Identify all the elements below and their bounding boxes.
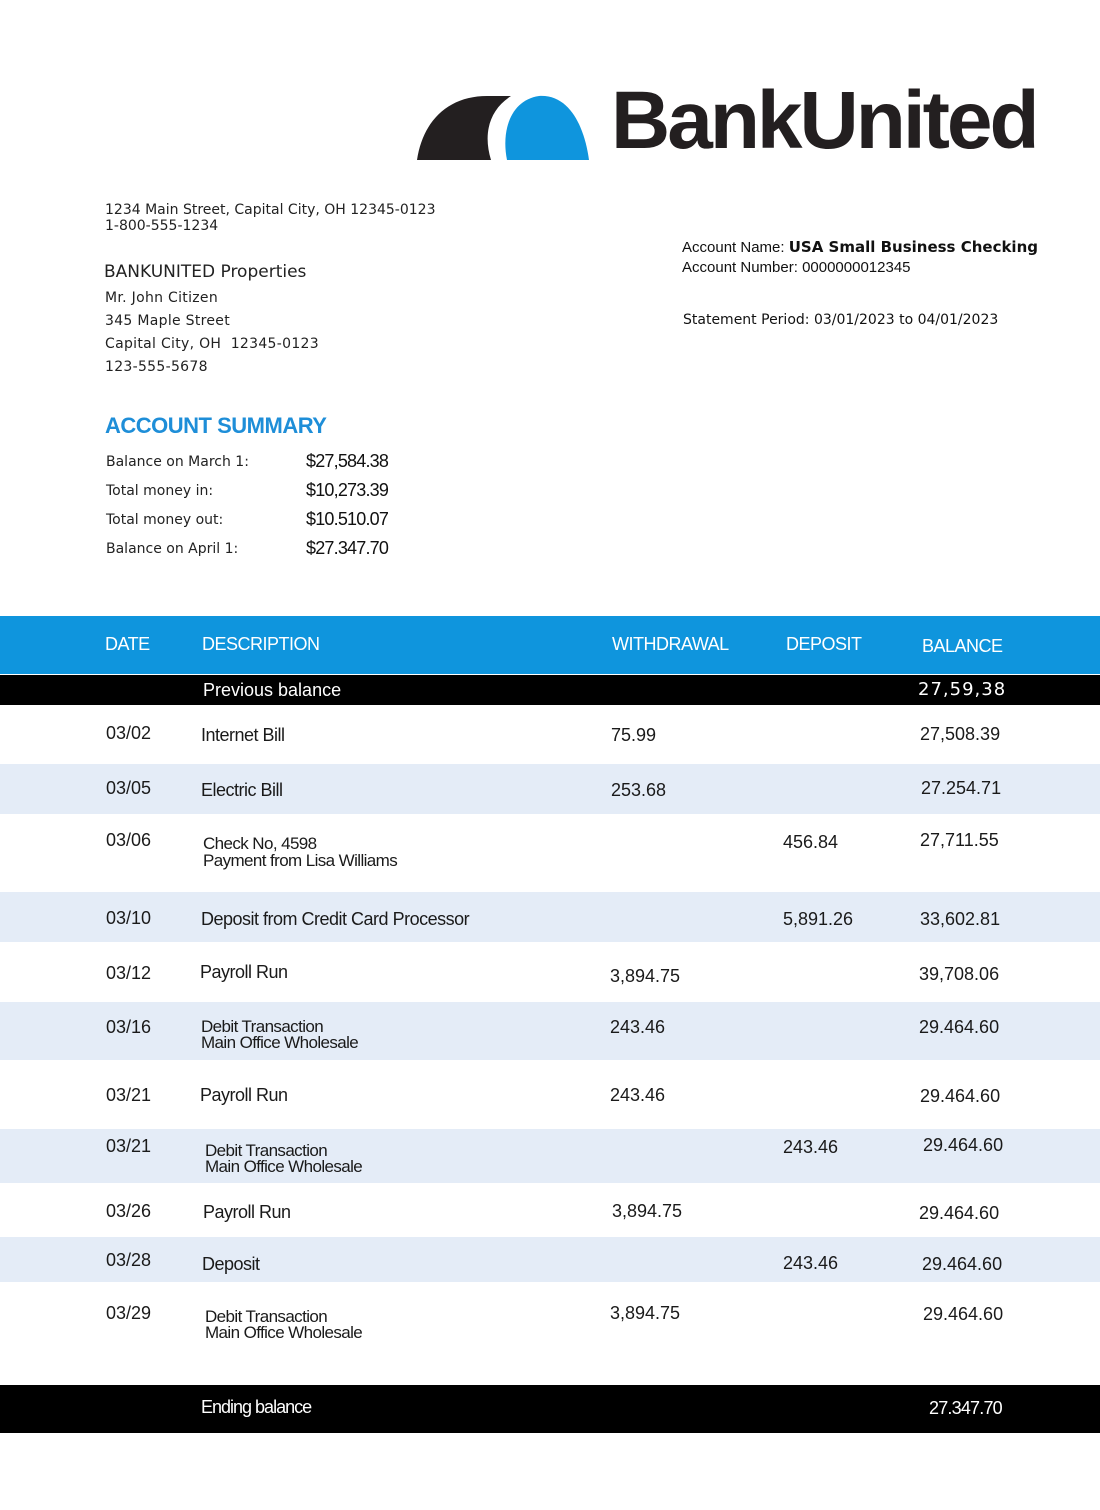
- row-description-line2: Main Office Wholesale: [205, 1157, 363, 1176]
- row-date: 03/21: [106, 1085, 152, 1105]
- row-description: Internet Bill: [201, 725, 285, 745]
- row-deposit: 243.46: [783, 1137, 839, 1157]
- row-date: 03/26: [106, 1201, 152, 1221]
- row-date: 03/21: [106, 1136, 152, 1156]
- row-withdrawal: 3,894.75: [610, 1303, 681, 1323]
- row-description: Check No, 4598: [203, 834, 317, 853]
- row-description: Deposit: [202, 1254, 260, 1274]
- row-description: Debit Transaction: [201, 1017, 324, 1036]
- row-deposit: 243.46: [783, 1253, 839, 1273]
- summary-label: Balance on April 1:: [106, 541, 239, 557]
- summary-value: $10.510.07: [306, 509, 389, 529]
- ending-balance-label: Ending balance: [201, 1397, 312, 1417]
- row-description-line2: Main Office Wholesale: [205, 1323, 363, 1342]
- row-description: Deposit from Credit Card Processor: [201, 909, 470, 929]
- account-name-label: Account Name:: [682, 239, 785, 256]
- customer-phone: 123-555-5678: [105, 359, 208, 375]
- row-withdrawal: 75.99: [611, 725, 657, 745]
- previous-balance-label: Previous balance: [203, 680, 342, 700]
- row-description: Payroll Run: [203, 1202, 291, 1222]
- row-description: Payroll Run: [200, 1085, 288, 1105]
- summary-label: Total money out:: [106, 512, 224, 528]
- row-balance: 33,602.81: [920, 909, 1001, 929]
- header-balance: BALANCE: [922, 636, 1003, 656]
- row-date: 03/29: [106, 1303, 152, 1323]
- row-date: 03/05: [106, 778, 152, 798]
- statement-period: Statement Period: 03/01/2023 to 04/01/2023: [683, 312, 999, 328]
- row-date: 03/12: [106, 963, 152, 983]
- logo-wordmark: BankUnited: [611, 75, 1037, 166]
- row-balance: 29.464.60: [923, 1135, 1004, 1155]
- account-number-label: Account Number:: [682, 259, 798, 276]
- row-deposit: 456.84: [783, 832, 839, 852]
- row-balance: 39,708.06: [919, 964, 1000, 984]
- account-number-value: 0000000012345: [802, 259, 911, 276]
- summary-value: $27,584.38: [306, 451, 389, 471]
- account-name: [682, 238, 1038, 256]
- row-date: 03/02: [106, 723, 152, 743]
- header-date: DATE: [105, 634, 150, 654]
- summary-value: $10,273.39: [306, 480, 389, 500]
- row-description: Payroll Run: [200, 962, 288, 982]
- row-date: 03/06: [106, 830, 152, 850]
- account-name-value: USA Small Business Checking: [788, 238, 1038, 256]
- row-date: 03/10: [106, 908, 152, 928]
- row-balance: 29.464.60: [923, 1304, 1004, 1324]
- bank-logo: [415, 75, 1060, 168]
- bank-address: 1234 Main Street, Capital City, OH 12345-0123: [105, 202, 436, 218]
- customer-street: 345 Maple Street: [105, 313, 231, 329]
- row-date: 03/28: [106, 1250, 152, 1270]
- logo-arch-icon: [415, 90, 591, 160]
- row-balance: 29.464.60: [920, 1086, 1001, 1106]
- header-deposit: DEPOSIT: [786, 634, 862, 654]
- row-balance: 29.464.60: [922, 1254, 1003, 1274]
- row-date: 03/16: [106, 1017, 152, 1037]
- row-balance: 27,711.55: [920, 830, 999, 850]
- customer-city: Capital City, OH 12345-0123: [105, 336, 319, 352]
- row-balance: 29.464.60: [919, 1017, 1000, 1037]
- row-withdrawal: 3,894.75: [610, 966, 681, 986]
- previous-balance-value: 27,59,38: [918, 679, 1007, 700]
- account-summary-title: ACCOUNT SUMMARY: [105, 413, 327, 438]
- row-balance: 29.464.60: [919, 1203, 1000, 1223]
- account-number: [682, 259, 911, 276]
- customer-name: Mr. John Citizen: [105, 290, 219, 306]
- summary-label: Total money in:: [106, 483, 214, 499]
- bank-phone: 1-800-555-1234: [105, 218, 219, 234]
- customer-company: BANKUNITED Properties: [104, 262, 307, 282]
- row-description: Debit Transaction: [205, 1307, 328, 1326]
- row-balance: 27.254.71: [921, 778, 1002, 798]
- row-description: Debit Transaction: [205, 1141, 328, 1160]
- row-description: Electric Bill: [201, 780, 283, 800]
- row-withdrawal: 3,894.75: [612, 1201, 683, 1221]
- row-description-line2: Main Office Wholesale: [201, 1033, 359, 1052]
- header-description: DESCRIPTION: [202, 634, 320, 654]
- summary-label: Balance on March 1:: [106, 454, 249, 470]
- row-balance: 27,508.39: [920, 724, 1001, 744]
- row-withdrawal: 243.46: [610, 1017, 666, 1037]
- summary-value: $27.347.70: [306, 538, 389, 558]
- row-withdrawal: 253.68: [611, 780, 667, 800]
- ending-balance-value: 27.347.70: [929, 1398, 1002, 1418]
- row-deposit: 5,891.26: [783, 909, 854, 929]
- header-withdrawal: WITHDRAWAL: [612, 634, 729, 654]
- row-description-line2: Payment from Lisa Williams: [203, 851, 398, 870]
- row-withdrawal: 243.46: [610, 1085, 666, 1105]
